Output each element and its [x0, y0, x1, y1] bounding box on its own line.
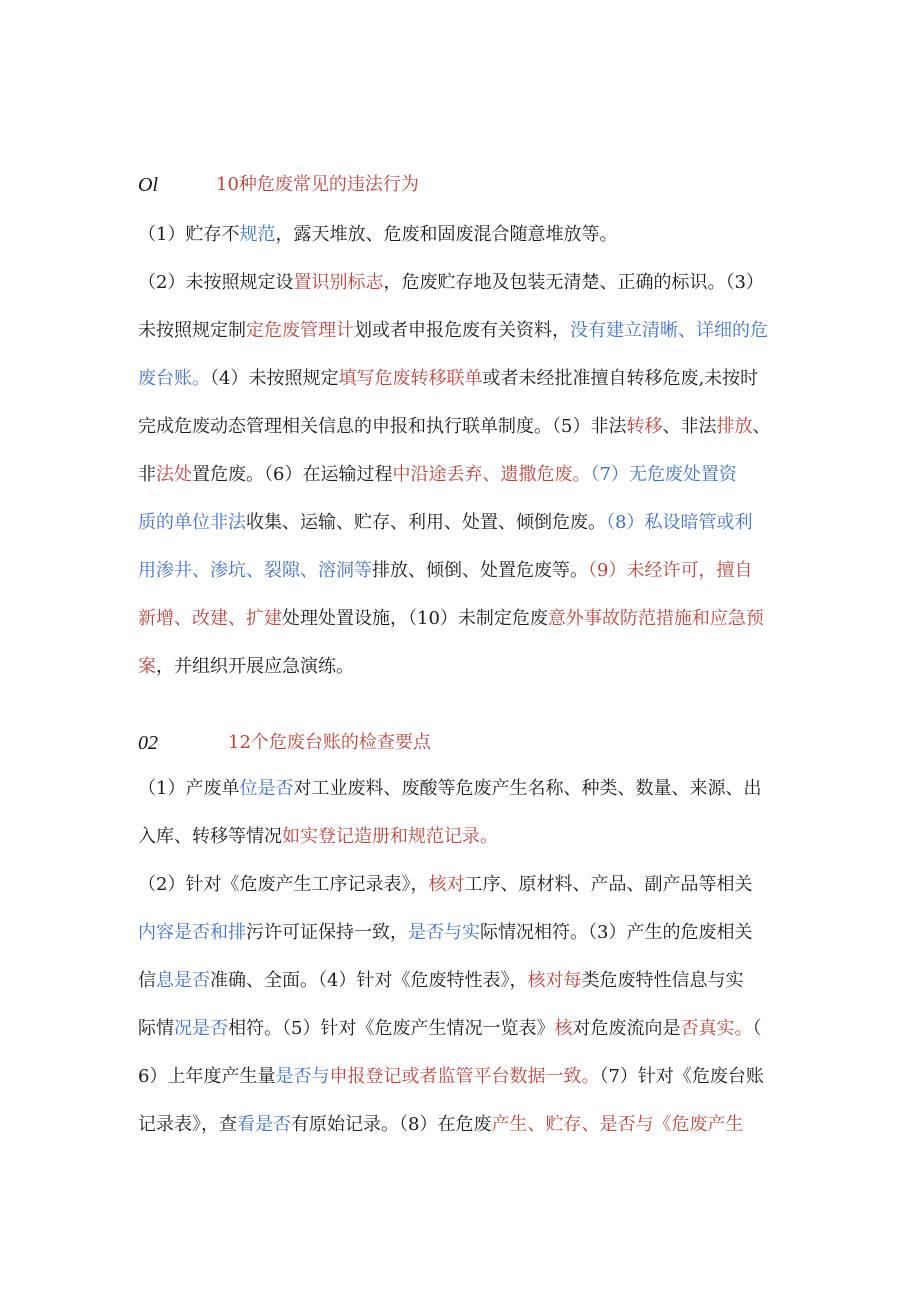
text-run: 转移 [626, 416, 663, 437]
text-run: 完成危废动态管理相关信息的申报和执行联单制度。（5）非法 [138, 416, 627, 437]
section-number: 02 [138, 732, 158, 754]
text-run: 排放、倾倒、处置危废等。 [372, 560, 588, 581]
text-run: （8）私设暗管或利 [606, 512, 753, 533]
text-run: 污许可证保持一致， [246, 922, 408, 943]
paragraph-line [138, 870, 752, 900]
text-run: 没有建立清晰、详细的危 [570, 320, 768, 341]
paragraph-line [138, 966, 743, 996]
text-run: 准确、全面。（4）针对《危废特性表》， [210, 970, 528, 991]
text-run: 否真实。 [680, 1018, 753, 1039]
text-run: 入库、转移等情况 [138, 826, 282, 847]
paragraph-line [138, 364, 758, 394]
text-run: 废台账。 [138, 368, 210, 389]
text-run: （1）贮存不 [138, 224, 240, 245]
text-run: 置危废。（6）在运输过程 [192, 464, 393, 485]
text-run: 工序、原材料、产品、副产品等相关 [464, 874, 753, 895]
section-heading-1 [138, 170, 798, 200]
text-run: （4）未按照规定 [210, 368, 339, 389]
text-run: 如实登记造册和规范记录。 [282, 826, 498, 847]
paragraph-line [138, 412, 770, 442]
text-run: 收集、运输、贮存、利用、处置、倾倒危废。 [246, 512, 606, 533]
paragraph-line [138, 604, 764, 634]
text-run: ，危废贮存地及包装无清楚、正确的标识。（3） [383, 272, 764, 293]
paragraph-line [138, 1110, 743, 1140]
text-run: 置识别标志 [293, 272, 384, 293]
text-run: 际情 [138, 1018, 174, 1039]
text-run: 未按照规定制 [138, 320, 246, 341]
paragraph-line [138, 1014, 761, 1044]
paragraph-line [138, 220, 617, 250]
text-run: 、 [752, 416, 771, 437]
text-run: （2）未按照规定设 [138, 272, 294, 293]
paragraph-line [138, 822, 498, 852]
text-run: 填写危废转移联单 [338, 368, 483, 389]
text-run: 申报登记或者监管平台数据一致。 [329, 1066, 600, 1087]
section-title: 12个危废台账的检查要点 [228, 732, 431, 753]
text-run: 内容是否和排 [138, 922, 246, 943]
text-run: 规范 [239, 224, 276, 245]
text-run: 新增、改建、扩建 [138, 608, 282, 629]
text-run: 处理处置设施，（10）未制定危废 [282, 608, 548, 629]
paragraph-line [138, 556, 752, 586]
text-run: 核对每 [527, 970, 582, 991]
text-run: 核对 [428, 874, 465, 895]
text-run: （1）产废单 [138, 778, 240, 799]
text-run: 类危废特性信息与实 [581, 970, 744, 991]
text-run: 况是否 [174, 1018, 228, 1039]
text-run: 用渗井、渗坑、裂隙、溶洞等 [138, 560, 372, 581]
text-run: 信 [138, 970, 156, 991]
text-run: 是否与实 [408, 922, 480, 943]
text-run: （7）针对《危废台账 [599, 1066, 764, 1087]
text-run: ，露天堆放、危废和固废混合随意堆放等。 [275, 224, 618, 245]
text-run: 是否与 [275, 1066, 330, 1087]
text-run: 意外事故防范措施和应急预 [547, 608, 764, 629]
text-run: 非 [138, 464, 156, 485]
text-run: （9）未经许可，擅自 [588, 560, 753, 581]
text-run: 对危废流向是 [572, 1018, 681, 1039]
paragraph-line [138, 508, 752, 538]
paragraph-line [138, 460, 737, 490]
text-run: 产生、贮存、是否与《危废产生 [491, 1114, 744, 1135]
paragraph-line [138, 316, 768, 346]
text-run: 、非法 [662, 416, 717, 437]
text-run: 定危废管理计 [246, 320, 354, 341]
text-run: 法处 [156, 464, 192, 485]
section-title: 10种危废常见的违法行为 [216, 174, 419, 195]
text-run: 记录表》，查 [138, 1114, 237, 1135]
text-run: 质的单位非法 [138, 512, 246, 533]
text-run: 看是否 [237, 1114, 291, 1135]
paragraph-line [138, 652, 354, 682]
text-run: 或者未经批准擅自转移危废,未按时 [482, 368, 759, 389]
text-run: 划或者申报危废有关资料， [354, 320, 570, 341]
text-run: 位是否 [239, 778, 294, 799]
text-run: （7）无危废处置资 [590, 464, 737, 485]
text-run: （2）针对《危废产生工序记录表》， [138, 874, 429, 895]
text-run: 案 [138, 656, 156, 677]
text-run: 有原始记录。（8）在危废 [291, 1114, 492, 1135]
text-run: 中沿途丢弃、遗撒危废。 [392, 464, 591, 485]
text-run: 排放 [716, 416, 753, 437]
text-run: 对工业废料、废酸等危废产生名称、种类、数量、来源、出 [293, 778, 762, 799]
section-number: Ol [138, 174, 158, 196]
text-run: 核 [554, 1018, 573, 1039]
paragraph-line [138, 918, 752, 948]
text-run: 相符。（5）针对《危废产生情况一览表》 [228, 1018, 555, 1039]
section-heading-2 [138, 728, 798, 758]
paragraph-line [138, 774, 761, 804]
text-run: 息是否 [156, 970, 210, 991]
text-run: 际情况相符。（3）产生的危废相关 [480, 922, 753, 943]
paragraph-line [138, 268, 764, 298]
text-run: ，并组织开展应急演练。 [156, 656, 354, 677]
paragraph-line [138, 1062, 764, 1092]
text-run: （ [752, 1018, 762, 1039]
text-run: 6）上年度产生量 [138, 1066, 276, 1087]
